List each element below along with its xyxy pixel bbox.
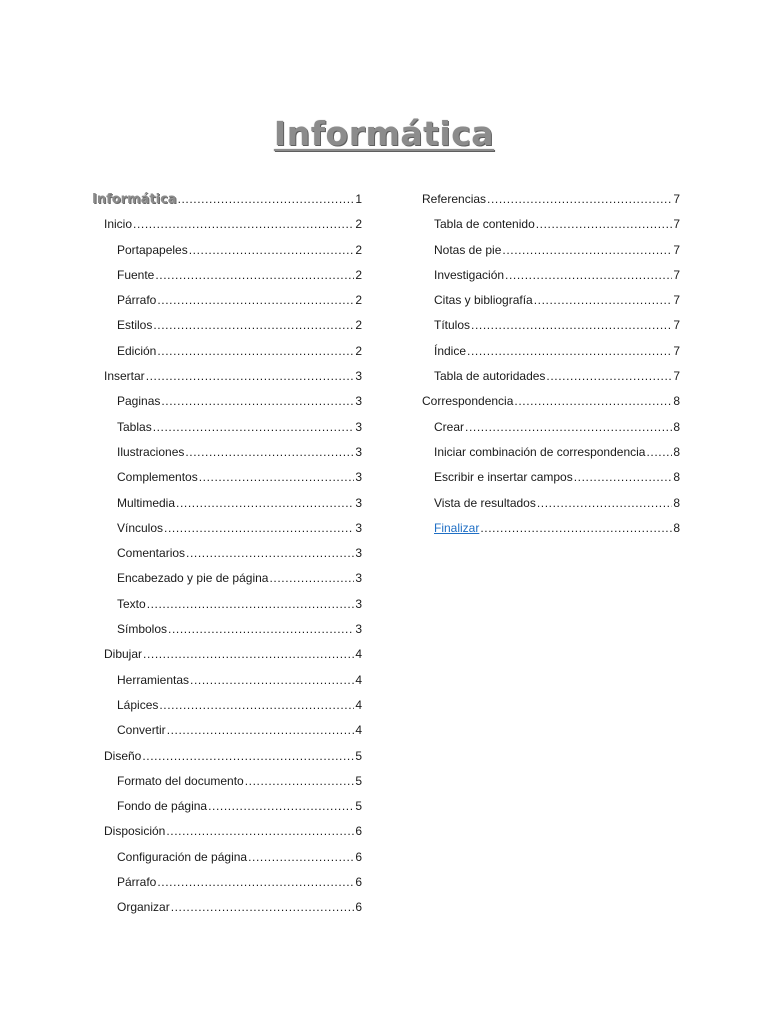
toc-entry[interactable] bbox=[422, 491, 680, 516]
toc-dot-leader bbox=[208, 794, 354, 819]
toc-page-number: 2 bbox=[355, 242, 362, 257]
toc-entry-label: Tabla de autoridades bbox=[434, 369, 546, 384]
toc-dot-leader bbox=[133, 212, 354, 237]
toc-dot-leader bbox=[245, 769, 355, 794]
toc-dot-leader bbox=[155, 263, 354, 288]
toc-dot-leader bbox=[536, 212, 673, 237]
toc-page-number: 7 bbox=[673, 343, 680, 358]
toc-page-number: 6 bbox=[355, 824, 362, 839]
toc-page-number: 7 bbox=[673, 242, 680, 257]
toc-page-number: 2 bbox=[355, 217, 362, 232]
toc-page-number: 3 bbox=[355, 369, 362, 384]
toc-entry-label: Fondo de página bbox=[117, 799, 208, 814]
toc-entry-label: Fuente bbox=[117, 267, 155, 282]
toc-entry[interactable] bbox=[92, 744, 362, 769]
toc-page-number: 7 bbox=[673, 369, 680, 384]
toc-entry[interactable] bbox=[422, 415, 680, 440]
toc-page-number: 8 bbox=[673, 470, 680, 485]
toc-entry-label: Multimedia bbox=[117, 495, 176, 510]
toc-entry[interactable] bbox=[92, 718, 362, 743]
toc-page-number: 6 bbox=[355, 875, 362, 890]
toc-entry[interactable] bbox=[92, 263, 362, 288]
toc-entry[interactable] bbox=[422, 339, 680, 364]
toc-page-number: 8 bbox=[673, 419, 680, 434]
toc-entry-label: Crear bbox=[434, 419, 465, 434]
toc-entry[interactable] bbox=[92, 895, 362, 920]
toc-entry[interactable] bbox=[422, 238, 680, 263]
toc-page-number: 5 bbox=[355, 799, 362, 814]
toc-dot-leader bbox=[153, 415, 355, 440]
toc-entry-label: Vínculos bbox=[117, 520, 164, 535]
toc-entry-label: Edición bbox=[117, 343, 157, 358]
toc-page-number: 8 bbox=[673, 444, 680, 459]
toc-dot-leader bbox=[159, 693, 354, 718]
toc-dot-leader bbox=[178, 187, 355, 212]
toc-entry[interactable] bbox=[422, 440, 680, 465]
toc-entry-label: Herramientas bbox=[117, 672, 190, 687]
toc-dot-leader bbox=[166, 819, 354, 844]
toc-entry[interactable] bbox=[92, 288, 362, 313]
toc-entry-label: Convertir bbox=[117, 723, 166, 738]
toc-entry[interactable] bbox=[92, 769, 362, 794]
toc-page-number: 3 bbox=[355, 596, 362, 611]
toc-entry-label: Vista de resultados bbox=[434, 495, 536, 510]
toc-entry[interactable] bbox=[92, 238, 362, 263]
toc-entry[interactable] bbox=[92, 794, 362, 819]
toc-dot-leader bbox=[646, 440, 672, 465]
toc-page-number: 7 bbox=[673, 192, 680, 206]
toc-entry-label: Investigación bbox=[434, 267, 505, 282]
toc-page-number: 3 bbox=[355, 394, 362, 409]
toc-page-number: 3 bbox=[355, 495, 362, 510]
toc-entry-label: Comentarios bbox=[117, 546, 186, 561]
toc-dot-leader bbox=[185, 440, 354, 465]
toc-page-number: 3 bbox=[355, 520, 362, 535]
toc-dot-leader bbox=[168, 617, 354, 642]
toc-dot-leader bbox=[471, 313, 672, 338]
toc-dot-leader bbox=[546, 364, 672, 389]
toc-entry[interactable] bbox=[92, 339, 362, 364]
toc-dot-leader bbox=[534, 288, 673, 313]
toc-entry-label: Citas y bibliografía bbox=[434, 293, 533, 308]
toc-entry[interactable] bbox=[92, 592, 362, 617]
toc-entry[interactable] bbox=[92, 845, 362, 870]
toc-entry-label: Notas de pie bbox=[434, 242, 502, 257]
toc-entry-label: Índice bbox=[434, 343, 467, 358]
toc-entry[interactable] bbox=[92, 566, 362, 591]
toc-dot-leader bbox=[574, 465, 673, 490]
toc-entry[interactable] bbox=[92, 870, 362, 895]
toc-dot-leader bbox=[514, 389, 672, 414]
toc-dot-leader bbox=[189, 238, 355, 263]
toc-entry[interactable] bbox=[92, 187, 362, 212]
toc-column-left bbox=[92, 187, 362, 921]
toc-dot-leader bbox=[190, 668, 354, 693]
toc-page-number: 3 bbox=[355, 419, 362, 434]
toc-entry[interactable] bbox=[92, 440, 362, 465]
toc-page-number: 4 bbox=[355, 697, 362, 712]
toc-entry[interactable] bbox=[422, 465, 680, 490]
toc-page-number: 3 bbox=[355, 622, 362, 637]
toc-dot-leader bbox=[502, 238, 672, 263]
toc-entry[interactable] bbox=[92, 491, 362, 516]
toc-entry[interactable] bbox=[92, 617, 362, 642]
toc-entry[interactable] bbox=[92, 516, 362, 541]
toc-page-number: 6 bbox=[355, 900, 362, 915]
toc-dot-leader bbox=[505, 263, 672, 288]
toc-entry[interactable] bbox=[92, 465, 362, 490]
toc-page-number: 8 bbox=[673, 394, 680, 409]
toc-dot-leader bbox=[176, 491, 354, 516]
toc-page-number: 3 bbox=[355, 571, 362, 586]
toc-entry-label: Símbolos bbox=[117, 622, 168, 637]
toc-entry-label: Estilos bbox=[117, 318, 153, 333]
toc-entry-label: Informática bbox=[92, 192, 177, 207]
toc-dot-leader bbox=[465, 415, 672, 440]
toc-entry-label: Paginas bbox=[117, 394, 161, 409]
toc-dot-leader bbox=[143, 642, 354, 667]
toc-entry-label: Escribir e insertar campos bbox=[434, 470, 573, 485]
toc-page-number: 3 bbox=[355, 546, 362, 561]
toc-entry-label: Configuración de página bbox=[117, 849, 248, 864]
toc-dot-leader bbox=[480, 516, 672, 541]
toc-entry[interactable] bbox=[92, 668, 362, 693]
toc-dot-leader bbox=[157, 288, 354, 313]
toc-entry-label: Correspondencia bbox=[422, 394, 514, 409]
toc-entry[interactable] bbox=[422, 516, 680, 541]
toc-dot-leader bbox=[537, 491, 672, 516]
toc-page-number: 1 bbox=[355, 192, 362, 206]
toc-entry-label: Formato del documento bbox=[117, 773, 244, 788]
toc-dot-leader bbox=[248, 845, 354, 870]
toc-entry[interactable] bbox=[422, 187, 680, 212]
toc-page-number: 2 bbox=[355, 343, 362, 358]
toc-page-number: 4 bbox=[355, 723, 362, 738]
toc-entry-label: Inicio bbox=[104, 217, 133, 232]
toc-page-number: 2 bbox=[355, 293, 362, 308]
toc-entry[interactable] bbox=[422, 364, 680, 389]
toc-entry[interactable] bbox=[92, 389, 362, 414]
toc-entry[interactable] bbox=[92, 212, 362, 237]
toc-entry-label: Referencias bbox=[422, 192, 487, 206]
toc-entry-label: Texto bbox=[117, 596, 146, 611]
toc-dot-leader bbox=[171, 895, 355, 920]
toc-entry[interactable] bbox=[422, 212, 680, 237]
toc-dot-leader bbox=[161, 389, 354, 414]
toc-entry[interactable] bbox=[92, 364, 362, 389]
toc-dot-leader bbox=[146, 364, 355, 389]
toc-entry-label: Dibujar bbox=[104, 647, 143, 662]
toc-dot-leader bbox=[157, 870, 354, 895]
toc-page-number: 8 bbox=[673, 495, 680, 510]
toc-entry-label: Iniciar combinación de correspondencia bbox=[434, 444, 646, 459]
toc-entry-label: Tabla de contenido bbox=[434, 217, 535, 232]
toc-entry[interactable] bbox=[422, 288, 680, 313]
toc-entry[interactable] bbox=[92, 313, 362, 338]
toc-page-number: 8 bbox=[673, 520, 680, 535]
toc-entry[interactable] bbox=[422, 263, 680, 288]
toc-dot-leader bbox=[164, 516, 354, 541]
toc-entry-label: Encabezado y pie de página bbox=[117, 571, 269, 586]
page-title: Informática bbox=[273, 114, 495, 153]
toc-dot-leader bbox=[157, 339, 354, 364]
toc-entry-label: Ilustraciones bbox=[117, 444, 185, 459]
toc-dot-leader bbox=[142, 744, 354, 769]
toc-entry[interactable] bbox=[92, 415, 362, 440]
toc-entry-label: Portapapeles bbox=[117, 242, 188, 257]
toc-page-number: 6 bbox=[355, 849, 362, 864]
toc-entry-label: Disposición bbox=[104, 824, 166, 839]
toc-dot-leader bbox=[467, 339, 672, 364]
toc-entry[interactable] bbox=[422, 313, 680, 338]
toc-dot-leader bbox=[153, 313, 354, 338]
toc-page-number: 7 bbox=[673, 293, 680, 308]
toc-entry-label: Complementos bbox=[117, 470, 198, 485]
toc-page-number: 2 bbox=[355, 267, 362, 282]
toc-dot-leader bbox=[186, 541, 354, 566]
toc-page-number: 4 bbox=[355, 647, 362, 662]
toc-dot-leader bbox=[487, 187, 672, 212]
toc-page-number: 3 bbox=[355, 444, 362, 459]
toc-entry-label: Lápices bbox=[117, 697, 159, 712]
toc-entry-link[interactable]: Finalizar bbox=[434, 520, 480, 535]
toc-entry-label: Títulos bbox=[434, 318, 471, 333]
toc-page-number: 5 bbox=[355, 773, 362, 788]
toc-entry-label: Tablas bbox=[117, 419, 152, 434]
toc-entry-label: Párrafo bbox=[117, 293, 157, 308]
toc-entry[interactable] bbox=[92, 541, 362, 566]
toc-dot-leader bbox=[167, 718, 355, 743]
toc-entry-label: Diseño bbox=[104, 748, 142, 763]
toc-entry[interactable] bbox=[422, 389, 680, 414]
toc-page-number: 4 bbox=[355, 672, 362, 687]
toc-page-number: 7 bbox=[673, 318, 680, 333]
toc-dot-leader bbox=[199, 465, 355, 490]
toc-page-number: 7 bbox=[673, 267, 680, 282]
toc-dot-leader bbox=[269, 566, 354, 591]
toc-entry-label: Organizar bbox=[117, 900, 170, 915]
toc-column-right bbox=[422, 187, 680, 541]
toc-entry[interactable] bbox=[92, 693, 362, 718]
toc-dot-leader bbox=[147, 592, 355, 617]
toc-entry-label: Párrafo bbox=[117, 875, 157, 890]
toc-page-number: 3 bbox=[355, 470, 362, 485]
toc-entry[interactable] bbox=[92, 642, 362, 667]
toc-page-number: 5 bbox=[355, 748, 362, 763]
toc-page-number: 2 bbox=[355, 318, 362, 333]
toc-entry[interactable] bbox=[92, 819, 362, 844]
toc-page-number: 7 bbox=[673, 217, 680, 232]
toc-entry-label: Insertar bbox=[104, 369, 145, 384]
